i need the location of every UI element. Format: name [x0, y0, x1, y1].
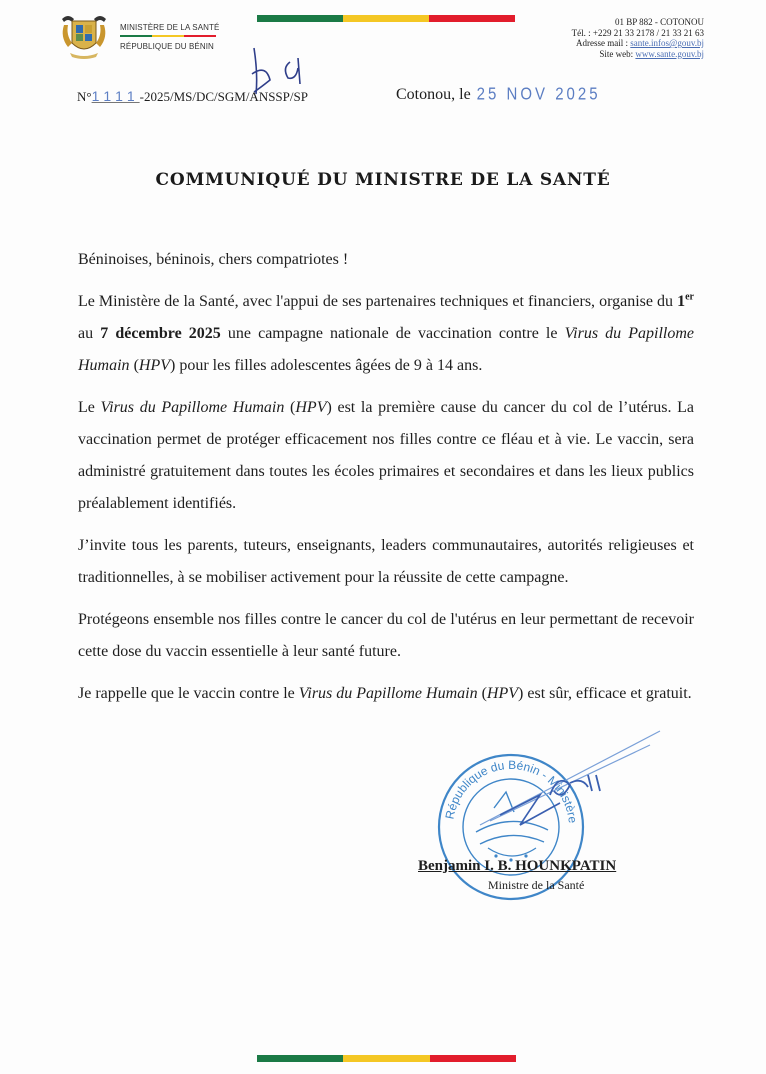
signature-scribble	[470, 725, 670, 835]
web-label: Site web:	[599, 48, 636, 59]
reference-suffix: -2025/MS/DC/SGM/ANSSP/SP	[139, 89, 308, 104]
reference-stamp-number: 1111	[91, 88, 140, 104]
svg-text:République du Bénin - Ministèr: République du Bénin - Ministère	[442, 757, 580, 824]
web-link[interactable]: www.sante.gouv.bj	[635, 48, 704, 59]
paragraph-invitation: J’invite tous les parents, tuteurs, enseignants, leaders communautaires, autorités religieuses et traditionnelles, à se mobiliser activement pour la réussite de cette campagne.	[78, 537, 694, 586]
paragraph-hpv-info: Le Virus du Papillome Humain (HPV) est la première cause du cancer du col de l’utérus. La vaccination permet de protéger efficacement nos filles contre ce fléau et à vie. Le vaccin, sera administré gratuitement dans toutes les écoles primaires et secondaires et dans les lieux publics préalablement identifiés.	[78, 399, 694, 512]
paragraph-reminder: Je rappelle que le vaccin contre le Virus du Papillome Humain (HPV) est sûr, efficace et gratuit.	[78, 685, 692, 702]
email-line	[572, 38, 704, 49]
reference-number	[77, 88, 308, 105]
greeting: Béninoises, béninois, chers compatriotes !	[78, 251, 349, 268]
address: 01 BP 882 - COTONOU	[614, 17, 704, 27]
web-line	[572, 49, 704, 60]
reference-prefix: N°	[77, 89, 92, 104]
republic-name: RÉPUBLIQUE DU BÉNIN	[120, 42, 214, 51]
dateline	[396, 86, 601, 104]
logo-flag-divider	[120, 35, 216, 37]
ministry-name: MINISTÈRE DE LA SANTÉ	[120, 23, 220, 32]
bottom-flag-bar	[257, 1055, 516, 1062]
document-title: COMMUNIQUÉ DU MINISTRE DE LA SANTÉ	[155, 170, 611, 190]
dateline-place: Cotonou, le	[396, 86, 471, 103]
paragraph-protect: Protégeons ensemble nos filles contre le cancer du col de l'utérus en leur permettant de recevoir cette dose du vaccin essentielle à leur santé future.	[78, 611, 694, 660]
contact-block	[572, 17, 704, 59]
email-link[interactable]: sante.infos@gouv.bj	[630, 38, 704, 48]
email-label: Adresse mail :	[576, 38, 631, 48]
paragraph-campaign: Le Ministère de la Santé, avec l'appui de ses partenaires techniques et financiers, organise du 1er au 7 décembre 2025 une campagne nationale de vaccination contre le Virus du Papillome Humain (HPV) pour les filles adolescentes âgées de 9 à 14 ans.	[78, 291, 695, 374]
date-stamp: 25 NOV 2025	[476, 84, 601, 105]
communique-body	[78, 244, 694, 720]
coat-of-arms-icon	[58, 13, 110, 61]
signatory-name: Benjamin I. B. HOUNKPATIN	[418, 858, 617, 874]
telephone: Tél. : +229 21 33 2178 / 21 33 21 63	[571, 27, 704, 38]
signatory-role: Ministre de la Santé	[488, 878, 585, 892]
top-flag-bar	[257, 15, 515, 22]
